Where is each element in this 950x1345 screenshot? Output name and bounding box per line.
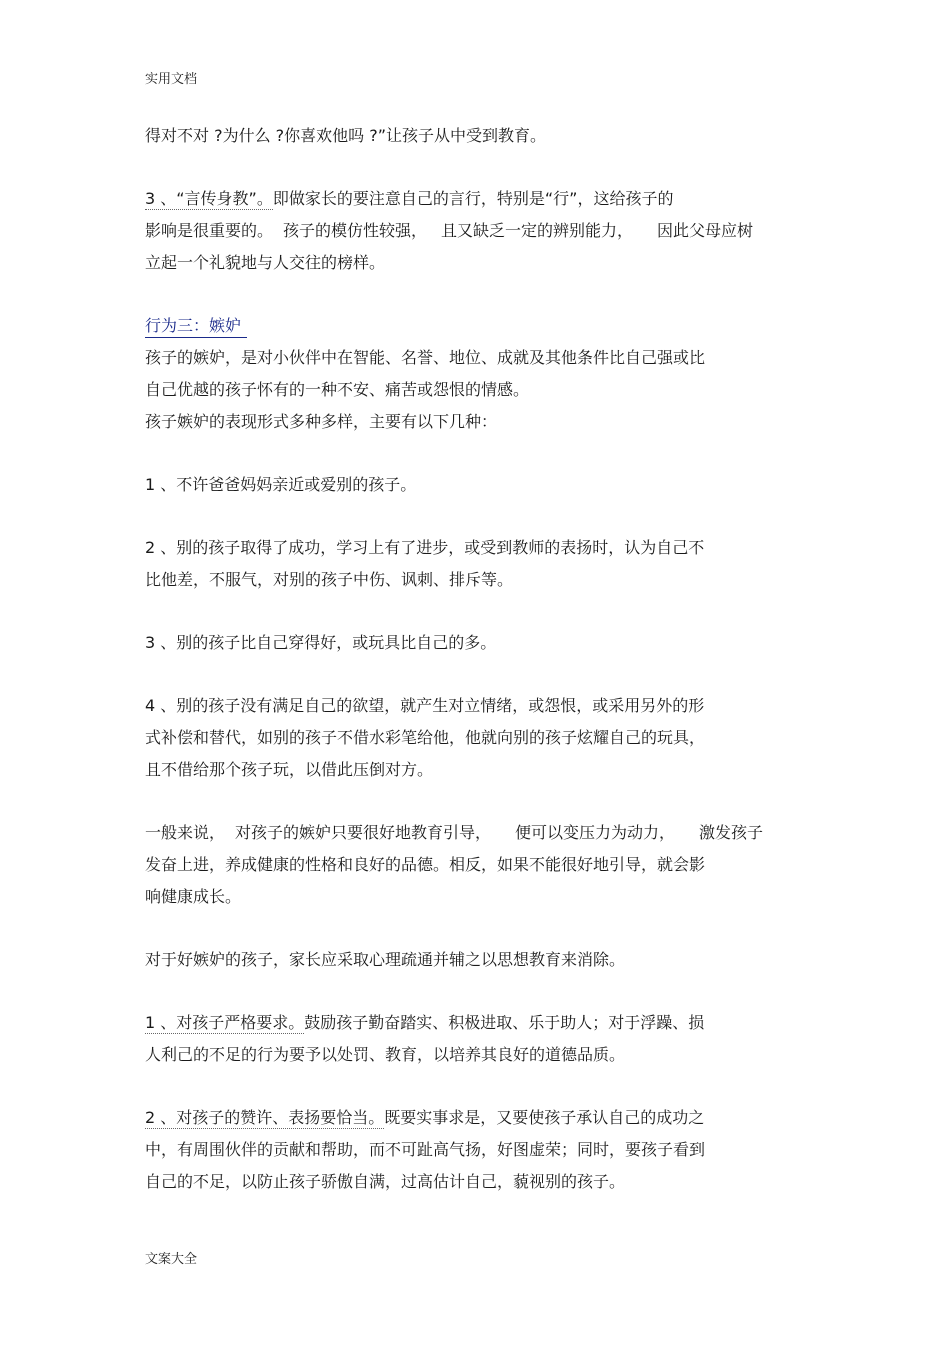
- emphasis-label: 1 、对孩子严格要求。: [145, 1013, 305, 1032]
- text-run: 既要实事求是，又要使孩子承认自己的成功之: [384, 1108, 705, 1127]
- text-run: 激发孩子: [699, 823, 764, 842]
- paragraph-gap: [145, 596, 825, 627]
- emphasis-label: 2 、对孩子的赞许、表扬要恰当。: [145, 1108, 385, 1127]
- text-run: 影响是很重要的。: [145, 221, 274, 240]
- page-footer-label: 文案大全: [145, 1252, 198, 1267]
- paragraph-line: 响健康成长。: [145, 887, 242, 906]
- paragraph-gap: [145, 501, 825, 532]
- section-heading: 行为三：嫉妒: [145, 315, 247, 338]
- list-item: 2 、别的孩子取得了成功，学习上有了进步，或受到教师的表扬时，认为自己不: [145, 538, 705, 557]
- paragraph-gap: [145, 152, 825, 183]
- text-run: 且又缺乏一定的辨别能力，: [441, 221, 634, 240]
- paragraph-line: [145, 183, 825, 215]
- list-item-continuation: 且不借给那个孩子玩，以借此压倒对方。: [145, 760, 434, 779]
- emphasis-label: 3 、“言传身教”。: [145, 189, 273, 208]
- paragraph-line: [145, 817, 825, 849]
- text-run: 鼓励孩子勤奋踏实、积极进取、乐于助人；对于浮躁、损: [304, 1013, 705, 1032]
- text-run: 因此父母应树: [657, 221, 754, 240]
- list-item-continuation: 人利己的不足的行为要予以处罚、教育，以培养其良好的道德品质。: [145, 1045, 626, 1064]
- paragraph-line: 立起一个礼貌地与人交往的榜样。: [145, 253, 386, 272]
- paragraph-line: [145, 215, 825, 247]
- list-item: 4 、别的孩子没有满足自己的欲望，就产生对立情绪，或怨恨，或采用另外的形: [145, 696, 705, 715]
- paragraph-gap: [145, 659, 825, 690]
- list-item: 3 、别的孩子比自己穿得好，或玩具比自己的多。: [145, 633, 497, 652]
- text-run: 便可以变压力为动力，: [515, 823, 676, 842]
- page-header-label: 实用文档: [145, 72, 198, 87]
- list-item-continuation: 式补偿和替代，如别的孩子不借水彩笔给他，他就向别的孩子炫耀自己的玩具，: [145, 728, 706, 747]
- paragraph-line: 对于好嫉妒的孩子，家长应采取心理疏通并辅之以思想教育来消除。: [145, 950, 626, 969]
- paragraph-line: 得对不对 ?为什么 ?你喜欢他吗 ?”让孩子从中受到教育。: [145, 126, 547, 145]
- paragraph-line: 自己优越的孩子怀有的一种不安、痛苦或怨恨的情感。: [145, 380, 530, 399]
- text-run: 即做家长的要注意自己的言行，特别是“行”，这给孩子的: [272, 189, 674, 208]
- text-run: 一般来说，: [145, 823, 226, 842]
- paragraph-gap: [145, 913, 825, 944]
- paragraph-line: 孩子的嫉妒，是对小伙伴中在智能、名誉、地位、成就及其他条件比自己强或比: [145, 348, 706, 367]
- list-item: 1 、不许爸爸妈妈亲近或爱别的孩子。: [145, 475, 417, 494]
- text-run: 对孩子的嫉妒只要很好地教育引导，: [235, 823, 492, 842]
- list-item: [145, 1007, 825, 1039]
- list-item-continuation: 自己的不足，以防止孩子骄傲自满，过高估计自己，藐视别的孩子。: [145, 1172, 626, 1191]
- list-item-continuation: 中，有周围伙伴的贡献和帮助，而不可趾高气扬，好图虚荣；同时，要孩子看到: [145, 1140, 706, 1159]
- paragraph-gap: [145, 786, 825, 817]
- paragraph-gap: [145, 1071, 825, 1102]
- paragraph-gap: [145, 976, 825, 1007]
- text-run: 孩子的模仿性较强，: [283, 221, 428, 240]
- list-item-continuation: 比他差，不服气，对别的孩子中伤、讽刺、排斥等。: [145, 570, 514, 589]
- paragraph-gap: [145, 438, 825, 469]
- document-body: [145, 120, 825, 1198]
- list-item: [145, 1102, 825, 1134]
- paragraph-line: 孩子嫉妒的表现形式多种多样，主要有以下几种：: [145, 412, 498, 431]
- paragraph-line: 发奋上进，养成健康的性格和良好的品德。相反，如果不能很好地引导，就会影: [145, 855, 706, 874]
- paragraph-gap: [145, 279, 825, 310]
- section-heading-line: [145, 310, 825, 342]
